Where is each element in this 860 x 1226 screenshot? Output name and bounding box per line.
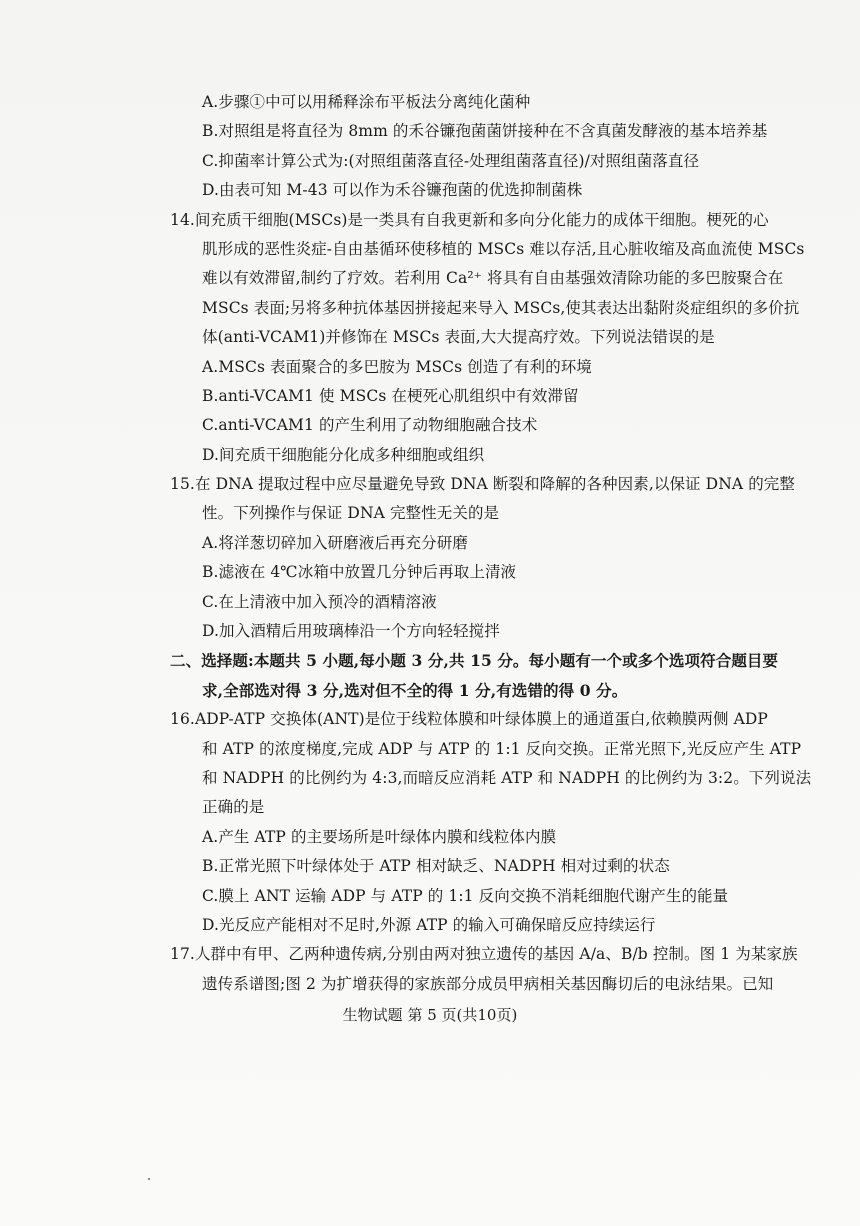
answer-option: C.膜上 ANT 运输 ADP 与 ATP 的 1:1 反向交换不消耗细胞代谢产生的能量 (202, 886, 729, 905)
scan-speck (148, 1178, 150, 1180)
question-stem-continued: 难以有效滞留,制约了疗效。若利用 Ca²⁺ 将具有自由基强效清除功能的多巴胺聚合在 (202, 269, 784, 288)
page-footer: 生物试题 第 5 页(共10页) (342, 1006, 518, 1024)
question-text-block (170, 88, 812, 999)
question-stem-continued: 遗传系谱图;图 2 为扩增获得的家族部分成员甲病相关基因酶切后的电泳结果。已知 (202, 974, 774, 993)
question-stem: 15.在 DNA 提取过程中应尽量避免导致 DNA 断裂和降解的各种因素,以保证 DNA 的完整 (170, 475, 795, 494)
answer-option: B.anti-VCAM1 使 MSCs 在梗死心肌组织中有效滞留 (202, 386, 579, 405)
answer-option: D.加入酒精后用玻璃棒沿一个方向轻轻搅拌 (202, 622, 500, 641)
section-heading-continued: 求,全部选对得 3 分,选对但不全的得 1 分,有选错的得 0 分。 (202, 680, 628, 700)
question-stem: 16.ADP-ATP 交换体(ANT)是位于线粒体膜和叶绿体膜上的通道蛋白,依赖膜两侧 ADP (170, 710, 768, 729)
answer-option: B.对照组是将直径为 8mm 的禾谷镰孢菌菌饼接种在不含真菌发酵液的基本培养基 (202, 122, 768, 141)
answer-option: C.抑菌率计算公式为:(对照组菌落直径-处理组菌落直径)/对照组菌落直径 (202, 151, 700, 170)
section-heading: 二、选择题:本题共 5 小题,每小题 3 分,共 15 分。每小题有一个或多个选项符合题目要 (170, 651, 779, 671)
question-stem-continued: 性。下列操作与保证 DNA 完整性无关的是 (202, 504, 500, 523)
answer-option: C.anti-VCAM1 的产生利用了动物细胞融合技术 (202, 416, 538, 435)
answer-option: B.正常光照下叶绿体处于 ATP 相对缺乏、NADPH 相对过剩的状态 (202, 857, 670, 876)
answer-option: A.将洋葱切碎加入研磨液后再充分研磨 (202, 533, 468, 552)
answer-option: D.由表可知 M-43 可以作为禾谷镰孢菌的优选抑制菌株 (202, 181, 583, 200)
answer-option: A.步骤①中可以用稀释涂布平板法分离纯化菌种 (202, 93, 531, 111)
question-stem-continued: 和 ATP 的浓度梯度,完成 ADP 与 ATP 的 1:1 反向交换。正常光照下,光反应产生 ATP (202, 739, 802, 758)
answer-option: C.在上清液中加入预冷的酒精溶液 (202, 592, 437, 611)
answer-option: B.滤液在 4℃冰箱中放置几分钟后再取上清液 (202, 563, 517, 582)
question-stem: 17.人群中有甲、乙两种遗传病,分别由两对独立遗传的基因 A/a、B/b 控制。图 1 为某家族 (170, 945, 798, 964)
question-stem-continued: 肌形成的恶性炎症-自由基循环使移植的 MSCs 难以存活,且心脏收缩及高血流使 MSCs (202, 239, 805, 258)
question-stem: 14.间充质干细胞(MSCs)是一类具有自我更新和多向分化能力的成体干细胞。梗死的心 (170, 210, 769, 229)
answer-option: D.间充质干细胞能分化成多种细胞或组织 (202, 445, 485, 464)
question-stem-continued: 和 NADPH 的比例约为 4:3,而暗反应消耗 ATP 和 NADPH 的比例约为 3:2。下列说法 (202, 768, 812, 787)
question-stem-continued: MSCs 表面;另将多种抗体基因拼接起来导入 MSCs,使其表达出黏附炎症组织的多价抗 (202, 298, 800, 317)
answer-option: A.MSCs 表面聚合的多巴胺为 MSCs 创造了有利的环境 (202, 357, 593, 376)
answer-option: A.产生 ATP 的主要场所是叶绿体内膜和线粒体内膜 (202, 827, 557, 846)
answer-option: D.光反应产能相对不足时,外源 ATP 的输入可确保暗反应持续运行 (202, 915, 656, 934)
question-stem-continued: 体(anti-VCAM1)并修饰在 MSCs 表面,大大提高疗效。下列说法错误的是 (202, 328, 715, 347)
question-stem-continued: 正确的是 (202, 798, 265, 817)
